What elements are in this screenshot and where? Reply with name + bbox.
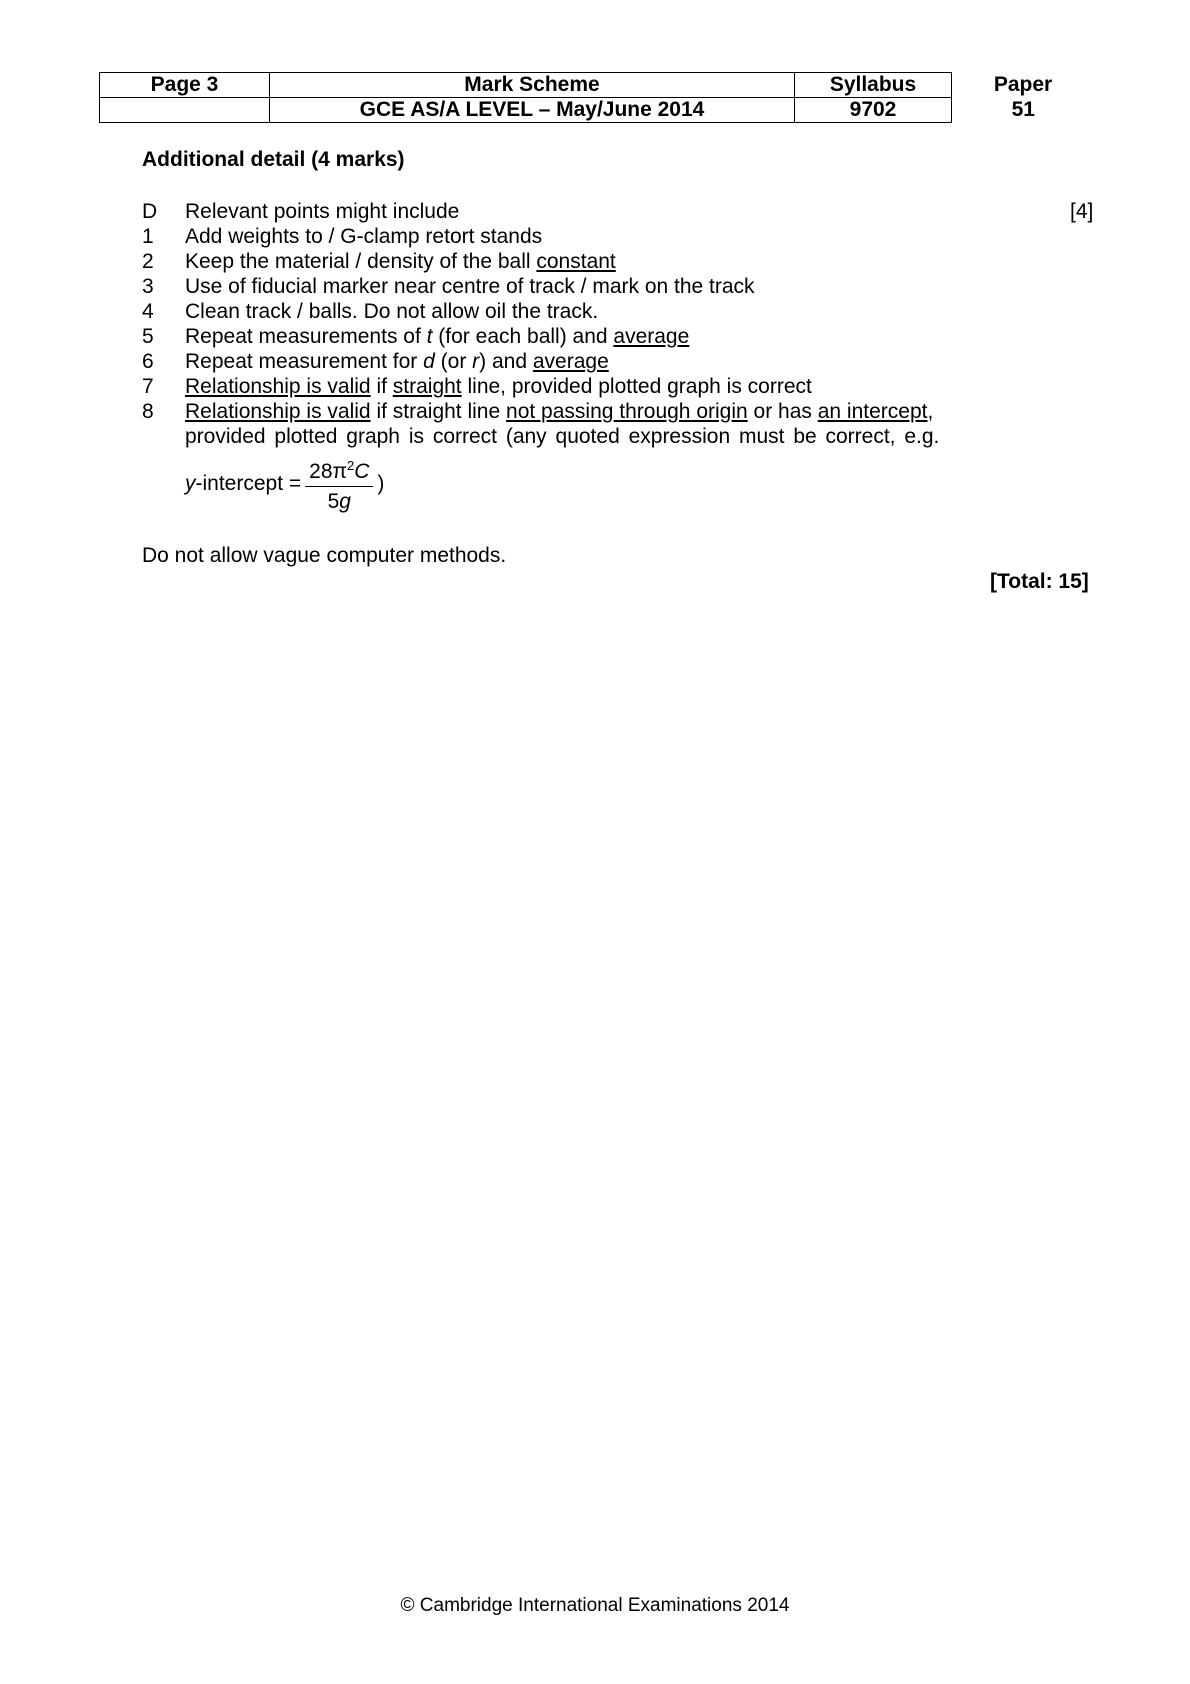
- header-syllabus-label: Syllabus: [795, 73, 952, 98]
- header-table: [99, 72, 1095, 123]
- header-paper-label: Paper: [993, 73, 1053, 96]
- marks-allocation: [4]: [1070, 200, 1094, 223]
- header-syllabus-code: 9702: [795, 98, 952, 123]
- section-title: Additional detail (4 marks): [142, 148, 405, 171]
- total-marks: [Total: 15]: [990, 570, 1089, 593]
- header-mark-scheme: Mark Scheme: [270, 73, 795, 98]
- fraction: $\frac{28\pi^2C}{5g}$: [305, 453, 373, 514]
- footer-copyright: © Cambridge International Examinations 2014: [400, 1595, 790, 1616]
- header-exam: GCE AS/A LEVEL – May/June 2014: [270, 98, 795, 123]
- note-text: Do not allow vague computer methods.: [142, 544, 507, 567]
- header-paper-code: 51: [1011, 98, 1035, 121]
- header-page: Page 3: [100, 73, 270, 98]
